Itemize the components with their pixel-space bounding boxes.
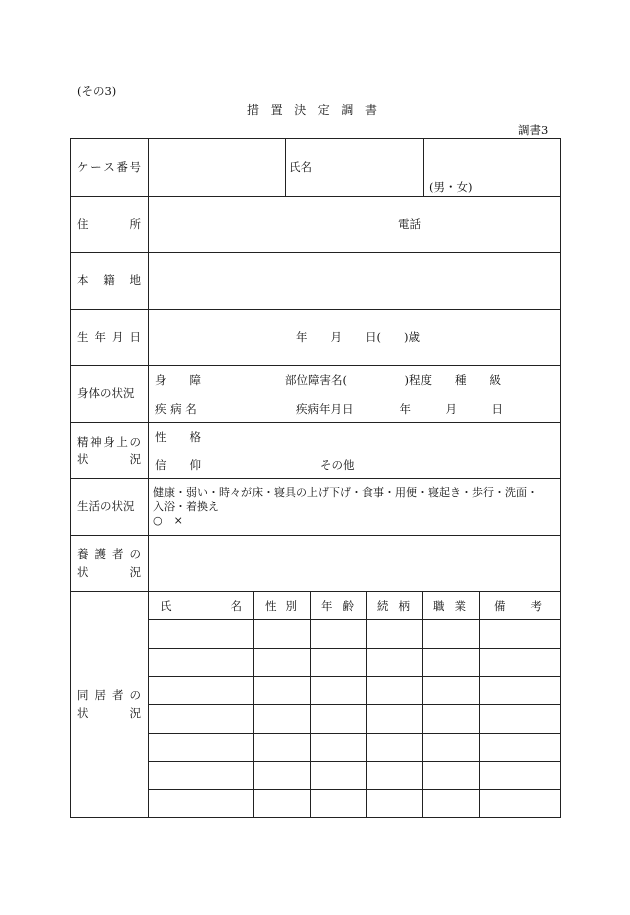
guardian-label: 養 護 者 の [77,547,141,561]
birth-date-line: 年 月 日( )歳 [296,330,420,344]
table-col-divider [310,591,311,817]
header-relation: 続 柄 [377,599,410,613]
personality-label: 性 格 [155,430,201,444]
table-col-divider [253,591,254,817]
disease-name-label: 疾 病 名 [155,402,197,416]
religion-label: 信 仰 [155,458,201,472]
row-divider [71,252,560,253]
living-condition-label: 生活の状況 [77,499,135,513]
cohabitant-label: 同 居 者 の [77,688,141,702]
document-title [247,103,377,117]
disability-detail-line: 部位障害名( )程度 種 級 [285,373,501,387]
row-divider [71,478,560,479]
title-char: 置 [270,103,283,117]
title-char: 定 [317,103,330,117]
title-char: 調 [341,103,354,117]
name-label: 氏名 [289,160,312,174]
table-col-divider [422,591,423,817]
gender-choice: (男・女) [429,180,473,194]
title-char: 措 [247,103,260,117]
living-marks: ○ × [153,514,183,527]
row-divider [71,196,560,197]
header-remarks: 備 考 [494,599,542,613]
birth-date-label: 生 年 月 日 [77,330,141,344]
row-divider [71,591,560,592]
phone-label: 電話 [398,217,421,231]
disease-date-line: 疾病年月日 年 月 日 [296,402,503,416]
table-row-divider [148,733,560,734]
living-options-line1: 健康・弱い・時々が床・寝具の上げ下げ・食事・用便・寝起き・歩行・洗面・ [153,486,538,499]
table-row-divider [148,619,560,620]
table-row-divider [148,648,560,649]
row-divider [71,309,560,310]
other-label: その他 [320,458,355,472]
table-row-divider [148,676,560,677]
form-table [70,138,561,818]
guardian-label-2: 状 況 [77,565,141,579]
case-number-label: ケ ー ス 番 号 [77,160,141,174]
case-name-divider [285,139,286,196]
table-row-divider [148,761,560,762]
address-label: 住 所 [77,217,141,231]
physical-condition-label: 身体の状況 [77,386,135,400]
case-gender-divider [423,139,424,196]
title-char: 書 [364,103,377,117]
domicile-label: 本 籍 地 [77,273,141,287]
table-col-divider [366,591,367,817]
row-divider [71,535,560,536]
cohabitant-label-2: 状 況 [77,706,141,720]
label-column-divider [148,139,149,817]
title-char: 決 [294,103,307,117]
header-sex: 性 別 [265,599,297,613]
row-divider [71,365,560,366]
sheet-number: (その3) [77,84,117,98]
living-options-line2: 入浴・着換え [153,500,219,513]
table-row-divider [148,789,560,790]
mental-condition-label: 精 神 身 上 の [77,435,141,449]
mental-condition-label-2: 状 況 [77,452,141,466]
row-divider [71,422,560,423]
table-row-divider [148,704,560,705]
header-occupation: 職 業 [433,599,466,613]
header-age: 年 齢 [321,599,354,613]
disability-label: 身 障 [155,373,201,387]
table-col-divider [479,591,480,817]
document-code: 調書3 [518,123,549,137]
header-name: 氏 名 [160,599,242,613]
